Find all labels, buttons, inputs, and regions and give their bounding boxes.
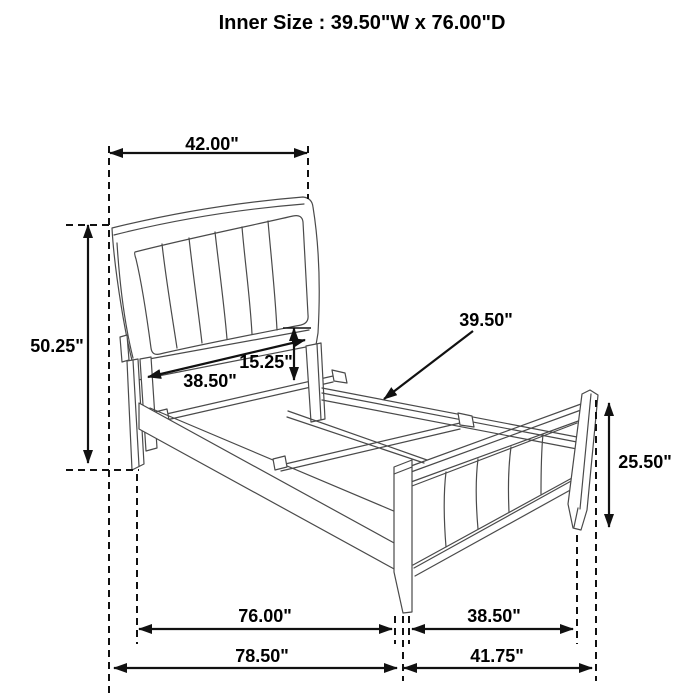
- dim-arrow-inner-width: [384, 331, 473, 399]
- footboard-panel-top-edge: [412, 423, 577, 486]
- cross-slat-head: [155, 376, 333, 423]
- dim-label-overall-width: 41.75": [470, 646, 524, 666]
- footboard-top-rail-line: [411, 420, 581, 482]
- bed-line-drawing: [112, 197, 598, 613]
- footboard-seam-line: [476, 459, 478, 529]
- center-support-rail: [287, 411, 427, 463]
- footboard-far-post: [568, 390, 598, 530]
- dim-label-headboard-width: 42.00": [185, 134, 239, 154]
- footboard-bottom-rail-line: [415, 488, 574, 576]
- slat-end-cap: [458, 413, 474, 427]
- diagram-title: Inner Size : 39.50"W x 76.00"D: [218, 12, 506, 34]
- cross-slat-middle: [273, 413, 474, 471]
- slat-line: [281, 429, 460, 471]
- footboard-bottom-rail-line: [414, 480, 573, 568]
- dim-label-headboard-height: 50.25": [30, 336, 84, 356]
- slat-end-cap: [332, 370, 347, 383]
- dim-label-side-rail-length: 76.00": [238, 606, 292, 626]
- dim-label-footboard-inner-width: 38.50": [467, 606, 521, 626]
- slat-line: [281, 423, 460, 465]
- footboard-near-post: [394, 460, 412, 613]
- footboard-seam-line: [541, 434, 543, 494]
- dim-label-inner-width: 39.50": [459, 310, 513, 330]
- rail-bracket: [120, 335, 129, 362]
- rail-line: [322, 393, 577, 442]
- near-side-rail: [139, 403, 396, 570]
- footboard-panel-bottom-edge: [413, 478, 572, 565]
- dim-label-overall-length: 78.50": [235, 646, 289, 666]
- footboard-seam-line: [508, 447, 511, 512]
- rail-line: [287, 417, 424, 463]
- far-side-rail: [322, 388, 577, 449]
- dim-label-headboard-inner-width: 38.50": [183, 371, 237, 391]
- headboard-right-leg: [306, 343, 325, 422]
- footboard-seam-line: [444, 472, 446, 547]
- dim-label-rail-gap: 15.25": [239, 352, 293, 372]
- footboard-drawing: [394, 390, 598, 613]
- dim-label-footboard-height: 25.50": [618, 452, 672, 472]
- rail-board: [139, 403, 396, 570]
- rail-line: [322, 388, 577, 437]
- footboard-top-rail-line: [411, 410, 581, 472]
- slat-end-cap: [273, 456, 287, 470]
